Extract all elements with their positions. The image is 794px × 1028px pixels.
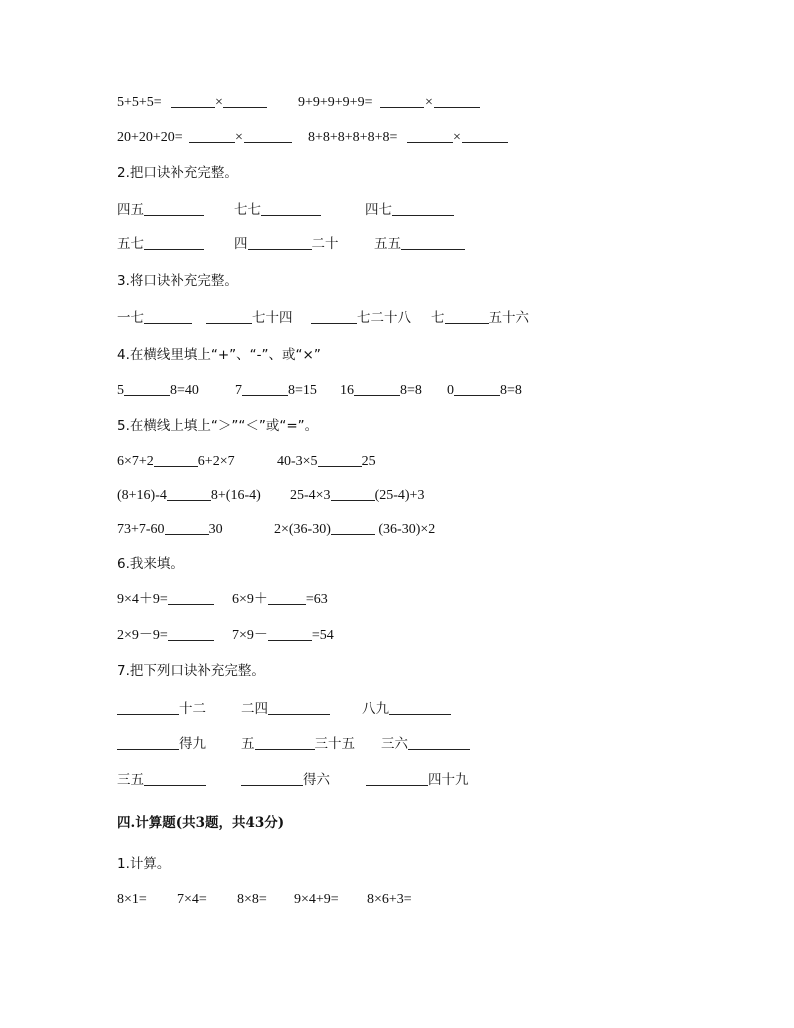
calculation-item: 8×1=: [117, 892, 147, 907]
answer-blank[interactable]: [144, 235, 204, 250]
question-title: 6.我来填。: [117, 556, 184, 572]
answer-blank[interactable]: [117, 700, 179, 715]
expression: 25-4×3: [290, 488, 331, 503]
rhyme-label: 三六: [381, 736, 408, 752]
answer-blank[interactable]: [168, 626, 214, 641]
rhyme-label: 四七: [365, 202, 392, 218]
rhyme-label: 三十五: [314, 736, 355, 752]
operand: 0: [447, 383, 454, 398]
section-heading: 四.计算题(共3题，共43分): [117, 815, 285, 831]
answer-blank[interactable]: [168, 590, 214, 605]
answer-blank[interactable]: [144, 771, 206, 786]
answer-blank[interactable]: [248, 235, 312, 250]
expression: =63: [305, 592, 328, 607]
expression: 6×7+2: [117, 454, 154, 469]
comparison-blank[interactable]: [318, 452, 362, 467]
comparison-blank[interactable]: [165, 520, 209, 535]
times-sign: ×: [453, 130, 461, 145]
rhyme-label: 四十九: [428, 772, 469, 788]
answer-blank[interactable]: [144, 309, 192, 324]
question-title: 2.把口诀补充完整。: [117, 165, 238, 181]
rhyme-label: 十二: [179, 701, 206, 717]
operator-blank[interactable]: [454, 381, 500, 396]
answer-blank[interactable]: [171, 93, 215, 108]
expression: 25: [361, 454, 376, 469]
answer-blank[interactable]: [445, 309, 489, 324]
rhyme-label: 得六: [303, 772, 330, 788]
expression: 6×9＋: [232, 592, 268, 607]
operator-blank[interactable]: [124, 381, 170, 396]
answer-blank[interactable]: [268, 590, 306, 605]
question-title: 5.在横线上填上“＞”“＜”或“=”。: [117, 418, 319, 434]
comparison-blank[interactable]: [167, 486, 211, 501]
answer-blank[interactable]: [366, 771, 428, 786]
expression: 6+2×7: [197, 454, 235, 469]
rhyme-label: 五七: [117, 236, 144, 252]
operand: 16: [340, 383, 354, 398]
answer-blank[interactable]: [189, 128, 235, 143]
answer-blank[interactable]: [408, 735, 470, 750]
expression: (36-30)×2: [374, 522, 436, 537]
answer-blank[interactable]: [401, 235, 465, 250]
answer-blank[interactable]: [392, 201, 454, 216]
operator-blank[interactable]: [354, 381, 400, 396]
question-title: 4.在横线里填上“+”、“-”、或“×”: [117, 347, 321, 363]
expression: 7×9－: [232, 628, 268, 643]
answer-blank[interactable]: [268, 700, 330, 715]
operand: 8=8: [400, 383, 422, 398]
expression: (8+16)-4: [117, 488, 167, 503]
calculation-item: 9×4+9=: [294, 892, 339, 907]
answer-blank[interactable]: [255, 735, 315, 750]
calculation-item: 8×8=: [237, 892, 267, 907]
expression: 30: [208, 522, 223, 537]
comparison-blank[interactable]: [154, 452, 198, 467]
rhyme-label: 四五: [117, 202, 144, 218]
expression: 5+5+5=: [117, 95, 162, 110]
expression: 2×(36-30): [274, 522, 331, 537]
expression: 20+20+20=: [117, 130, 183, 145]
rhyme-label: 七: [431, 310, 445, 326]
operand: 8=40: [170, 383, 199, 398]
comparison-blank[interactable]: [331, 486, 375, 501]
answer-blank[interactable]: [206, 309, 252, 324]
answer-blank[interactable]: [311, 309, 357, 324]
operand: 5: [117, 383, 124, 398]
rhyme-label: 八九: [362, 701, 389, 717]
rhyme-label: 五: [241, 736, 255, 752]
answer-blank[interactable]: [223, 93, 267, 108]
times-sign: ×: [425, 95, 433, 110]
question-title: 1.计算。: [117, 856, 171, 872]
expression: (25-4)+3: [374, 488, 425, 503]
expression: 40-3×5: [277, 454, 318, 469]
rhyme-label: 五十六: [488, 310, 529, 326]
operand: 7: [235, 383, 242, 398]
calculation-item: 7×4=: [177, 892, 207, 907]
expression: 9×4＋9=: [117, 592, 168, 607]
comparison-blank[interactable]: [331, 520, 375, 535]
answer-blank[interactable]: [241, 771, 303, 786]
answer-blank[interactable]: [144, 201, 204, 216]
expression: 8+(16-4): [210, 488, 261, 503]
expression: =54: [311, 628, 334, 643]
expression: 73+7-60: [117, 522, 165, 537]
answer-blank[interactable]: [407, 128, 453, 143]
operand: 8=15: [288, 383, 317, 398]
rhyme-label: 二四: [241, 701, 268, 717]
rhyme-label: 一七: [117, 310, 144, 326]
expression: 9+9+9+9+9=: [298, 95, 373, 110]
rhyme-label: 二十: [311, 236, 339, 252]
operator-blank[interactable]: [242, 381, 288, 396]
answer-blank[interactable]: [261, 201, 321, 216]
answer-blank[interactable]: [389, 700, 451, 715]
rhyme-label: 七七: [234, 202, 261, 218]
question-title: 7.把下列口诀补充完整。: [117, 663, 265, 679]
times-sign: ×: [235, 130, 243, 145]
answer-blank[interactable]: [380, 93, 424, 108]
answer-blank[interactable]: [462, 128, 508, 143]
answer-blank[interactable]: [244, 128, 292, 143]
answer-blank[interactable]: [268, 626, 312, 641]
answer-blank[interactable]: [434, 93, 480, 108]
times-sign: ×: [215, 95, 223, 110]
expression: 2×9－9=: [117, 628, 168, 643]
rhyme-label: 七二十八: [357, 310, 411, 326]
calculation-item: 8×6+3=: [367, 892, 412, 907]
rhyme-label: 三五: [117, 772, 144, 788]
rhyme-label: 得九: [179, 736, 206, 752]
rhyme-label: 四: [234, 236, 248, 252]
answer-blank[interactable]: [117, 735, 179, 750]
rhyme-label: 七十四: [252, 310, 293, 326]
expression: 8+8+8+8+8+8=: [308, 130, 398, 145]
operand: 8=8: [500, 383, 522, 398]
question-title: 3.将口诀补充完整。: [117, 273, 238, 289]
rhyme-label: 五五: [374, 236, 401, 252]
